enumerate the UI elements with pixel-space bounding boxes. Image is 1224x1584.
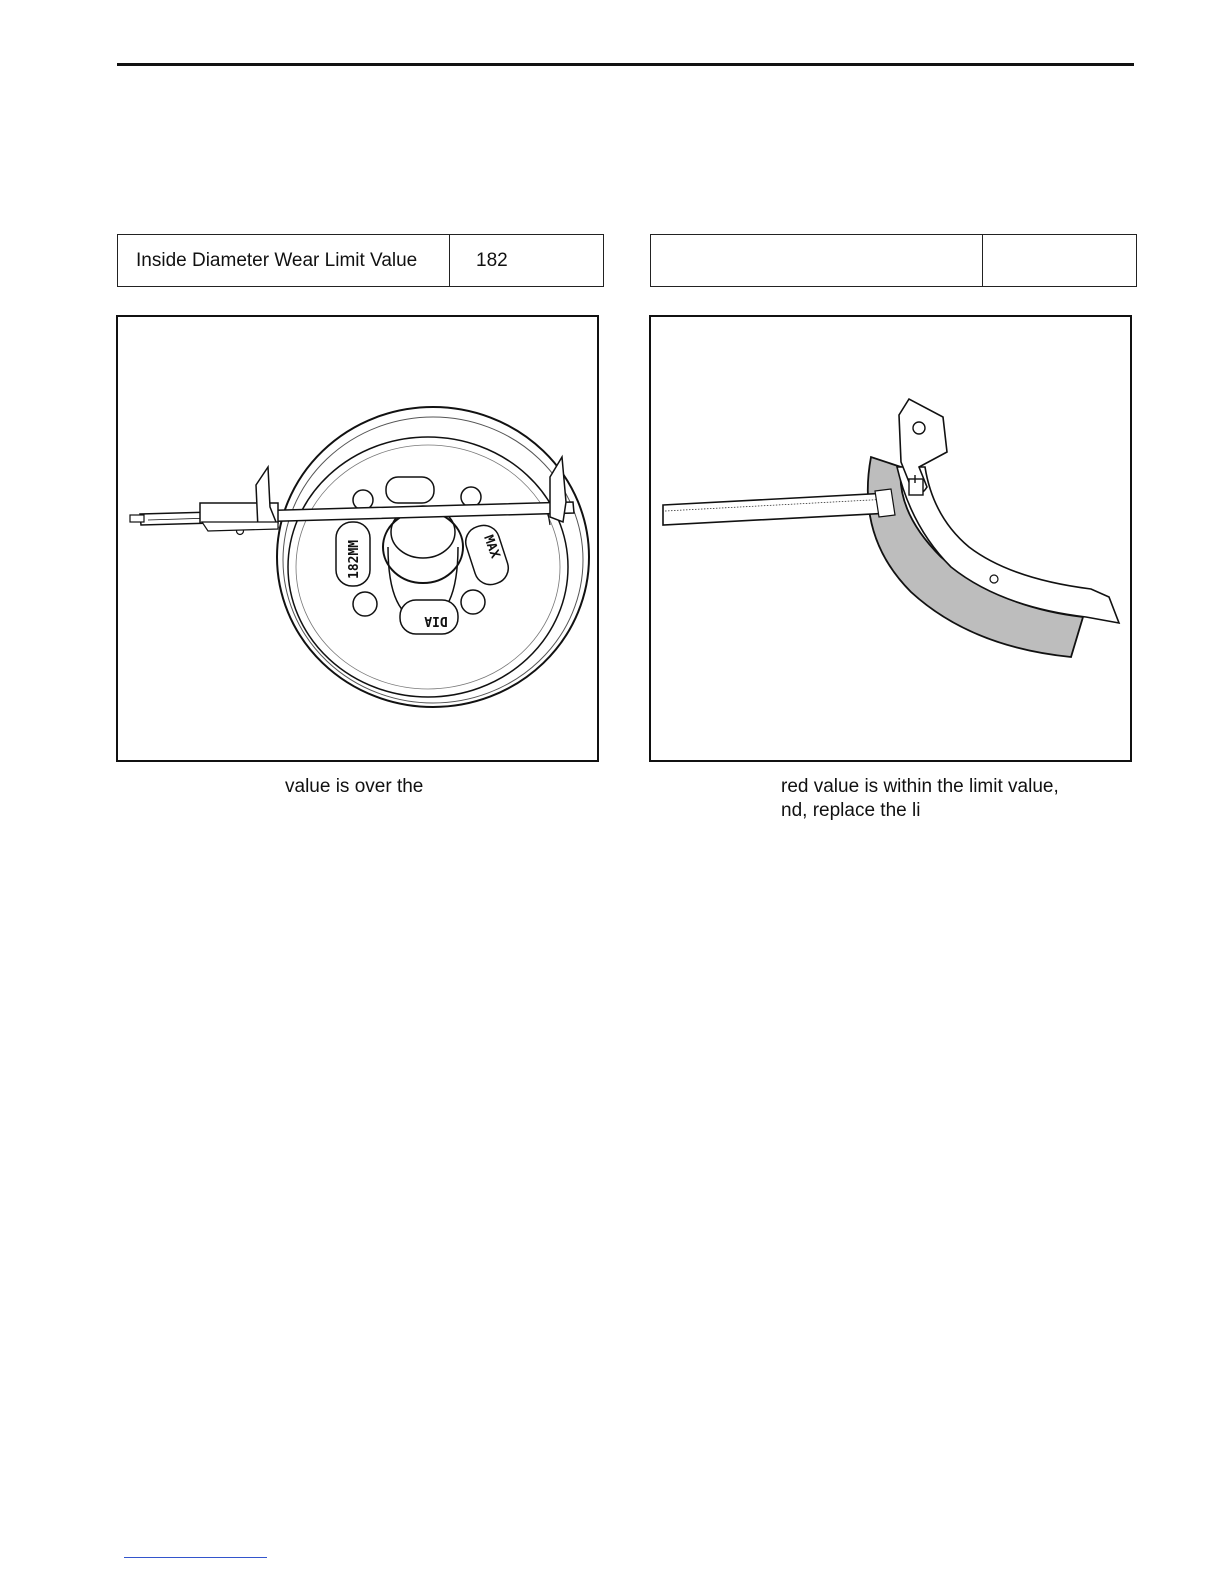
spec-label: Inside Diameter Wear Limit Value [118, 235, 450, 286]
drum-illustration [118, 317, 599, 762]
shoe-illustration [651, 317, 1132, 762]
footer-link-underline [124, 1557, 267, 1558]
caption-left: value is over the [285, 776, 424, 797]
drum-marking-max: MAX [480, 533, 503, 561]
spec-label-empty [651, 235, 983, 286]
spec-table-lining [650, 234, 1137, 287]
spec-table-drum [117, 234, 604, 287]
figure-drum-caliper [116, 315, 599, 762]
caption-right-line1: red value is within the limit value, [781, 776, 1059, 797]
header-rule [117, 63, 1134, 66]
figure-shoe-lining [649, 315, 1132, 762]
drum-marking-dia: DIA [424, 613, 448, 628]
spec-value: 182 [476, 249, 508, 271]
caption-right-line2: nd, replace the li [781, 800, 921, 821]
drum-marking-182mm: 182MM [347, 539, 362, 579]
